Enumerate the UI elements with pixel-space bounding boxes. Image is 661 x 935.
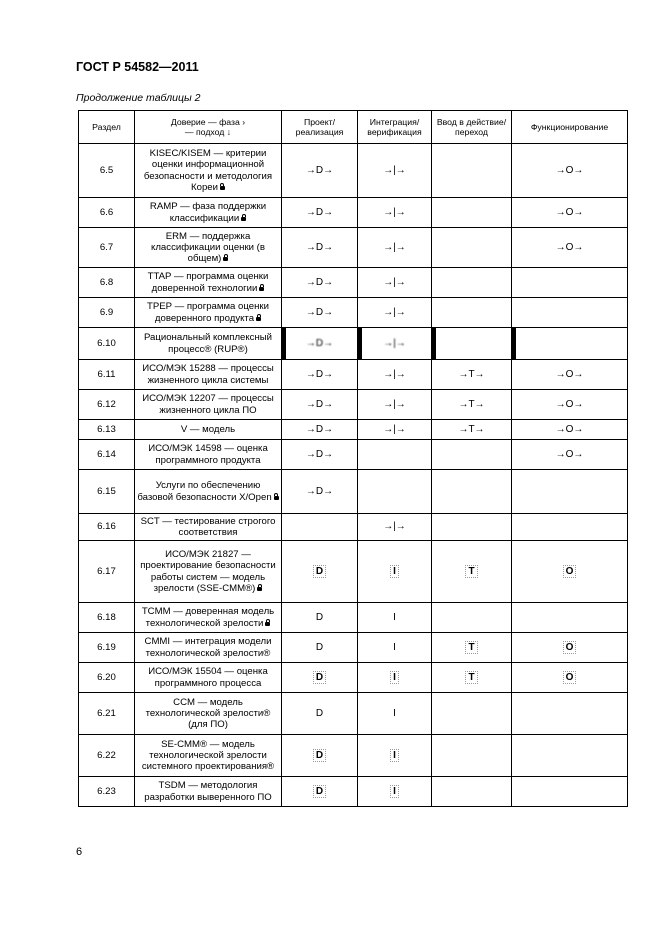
phase-cell-c4 bbox=[512, 144, 628, 198]
row-section-number: 6.12 bbox=[79, 390, 135, 420]
phase-symbol: →D→ bbox=[305, 485, 334, 497]
row-section-number: 6.10 bbox=[79, 328, 135, 360]
phase-symbol: →O→ bbox=[555, 448, 584, 460]
row-approach-name bbox=[135, 777, 282, 807]
phase-cell-c4 bbox=[512, 420, 628, 440]
phase-symbol: →|→ bbox=[383, 241, 406, 253]
phase-symbol: →|→ bbox=[383, 164, 406, 176]
phase-cell-c3 bbox=[432, 470, 512, 514]
phase-cell-c3 bbox=[432, 663, 512, 693]
lock-icon bbox=[257, 587, 262, 591]
phase-cell-c4 bbox=[512, 541, 628, 603]
phase-cell-c2 bbox=[358, 268, 432, 298]
phase-cell-c3 bbox=[432, 390, 512, 420]
phase-symbol: →|→ bbox=[383, 368, 406, 380]
phase-cell-c2 bbox=[358, 144, 432, 198]
row-approach-name bbox=[135, 440, 282, 470]
phase-symbol: →D→ bbox=[305, 337, 334, 349]
phase-cell-c4 bbox=[512, 735, 628, 777]
phase-cell-c4 bbox=[512, 633, 628, 663]
phase-cell-c4 bbox=[512, 603, 628, 633]
phase-cell-c3 bbox=[432, 198, 512, 228]
phase-cell-c3 bbox=[432, 514, 512, 541]
table-row bbox=[79, 603, 628, 633]
phase-symbol: I bbox=[393, 671, 396, 683]
approach-name-text: ИСО/МЭК 15288 — процессы жизненного цикла системы bbox=[142, 363, 274, 386]
phase-cell-c1 bbox=[282, 470, 358, 514]
phase-symbol: →T→ bbox=[458, 368, 485, 380]
phase-cell-c1 bbox=[282, 298, 358, 328]
phase-cell-c1 bbox=[282, 603, 358, 633]
lock-icon bbox=[265, 622, 270, 626]
lock-icon bbox=[274, 496, 279, 500]
table-row bbox=[79, 663, 628, 693]
phase-symbol: →D→ bbox=[305, 206, 334, 218]
table-row bbox=[79, 328, 628, 360]
phase-cell-c4 bbox=[512, 228, 628, 268]
phase-cell-c2 bbox=[358, 693, 432, 735]
phase-cell-c4 bbox=[512, 693, 628, 735]
row-approach-name bbox=[135, 228, 282, 268]
col-header-transition: Ввод в действие/ переход bbox=[432, 111, 512, 144]
approach-name-text: ИСО/МЭК 15504 — оценка программного процесса bbox=[148, 666, 268, 689]
phase-symbol: I bbox=[393, 565, 396, 577]
row-section-number: 6.23 bbox=[79, 777, 135, 807]
approach-name-text: RAMP — фаза поддержки классификации bbox=[149, 201, 267, 224]
phase-cell-c1 bbox=[282, 360, 358, 390]
phase-symbol: →O→ bbox=[555, 423, 584, 435]
phase-cell-c4 bbox=[512, 663, 628, 693]
row-section-number: 6.19 bbox=[79, 633, 135, 663]
phase-cell-c2 bbox=[358, 777, 432, 807]
row-section-number: 6.8 bbox=[79, 268, 135, 298]
phase-cell-c4 bbox=[512, 328, 628, 360]
approach-name-text: SCT — тестирование строгого соответствия bbox=[140, 515, 276, 538]
phase-cell-c2 bbox=[358, 663, 432, 693]
phase-symbol: →O→ bbox=[555, 368, 584, 380]
phase-cell-c1 bbox=[282, 735, 358, 777]
phase-cell-c3 bbox=[432, 420, 512, 440]
phase-cell-c1 bbox=[282, 420, 358, 440]
row-section-number: 6.20 bbox=[79, 663, 135, 693]
table-row bbox=[79, 541, 628, 603]
phase-symbol: T bbox=[468, 565, 475, 577]
lock-icon bbox=[220, 186, 225, 190]
table-row bbox=[79, 298, 628, 328]
approach-name-text: ИСО/МЭК 12207 — процессы жизненного цикла ПО bbox=[142, 393, 274, 416]
lock-icon bbox=[259, 287, 264, 291]
row-section-number: 6.11 bbox=[79, 360, 135, 390]
approach-name-text: ИСО/МЭК 14598 — оценка программного продукта bbox=[148, 443, 268, 466]
table-row bbox=[79, 514, 628, 541]
phase-cell-c3 bbox=[432, 298, 512, 328]
phase-cell-c4 bbox=[512, 268, 628, 298]
table-row bbox=[79, 144, 628, 198]
phase-symbol: D bbox=[315, 641, 324, 653]
approach-name-text: TSDM — методология разработки выверенного ПО bbox=[144, 780, 272, 803]
phase-cell-c4 bbox=[512, 360, 628, 390]
row-section-number: 6.14 bbox=[79, 440, 135, 470]
col-header-approach: Доверие — фаза › — подход ↓ bbox=[135, 111, 282, 144]
row-section-number: 6.22 bbox=[79, 735, 135, 777]
phase-cell-c2 bbox=[358, 228, 432, 268]
phase-cell-c2 bbox=[358, 603, 432, 633]
table-header-row bbox=[79, 111, 628, 144]
phase-symbol: →O→ bbox=[555, 206, 584, 218]
phase-cell-c4 bbox=[512, 470, 628, 514]
row-section-number: 6.13 bbox=[79, 420, 135, 440]
table-row bbox=[79, 420, 628, 440]
phase-cell-c1 bbox=[282, 144, 358, 198]
phase-cell-c2 bbox=[358, 328, 432, 360]
phase-symbol: I bbox=[393, 785, 396, 797]
phase-cell-c2 bbox=[358, 470, 432, 514]
phase-symbol: T bbox=[468, 641, 475, 653]
approach-name-text: SE-CMM® — модель технологической зрелости системного проектирования® bbox=[141, 738, 275, 773]
phase-cell-c1 bbox=[282, 777, 358, 807]
approach-name-text: V — модель bbox=[180, 423, 236, 435]
phase-cell-c1 bbox=[282, 663, 358, 693]
phase-symbol: →|→ bbox=[383, 306, 406, 318]
lock-icon bbox=[241, 217, 246, 221]
phase-cell-c3 bbox=[432, 268, 512, 298]
table-row bbox=[79, 198, 628, 228]
approach-name-text: ERM — поддержка классификации оценки (в общем) bbox=[151, 230, 265, 265]
row-approach-name bbox=[135, 360, 282, 390]
col-header-section: Раздел bbox=[79, 111, 135, 144]
phase-symbol: O bbox=[565, 565, 574, 577]
row-approach-name bbox=[135, 663, 282, 693]
assurance-table bbox=[78, 110, 628, 807]
phase-symbol: →O→ bbox=[555, 398, 584, 410]
approach-name-text: CMMI — интеграция модели технологической зрелости® bbox=[144, 636, 272, 659]
phase-symbol: →O→ bbox=[555, 164, 584, 176]
phase-symbol: →O→ bbox=[555, 241, 584, 253]
approach-name-text: ИСО/МЭК 21827 — проектирование безопасности работы систем — модель зрелости (SSE-CMM®) bbox=[140, 548, 276, 594]
phase-cell-c1 bbox=[282, 514, 358, 541]
row-approach-name bbox=[135, 390, 282, 420]
phase-symbol: →D→ bbox=[305, 398, 334, 410]
phase-cell-c4 bbox=[512, 198, 628, 228]
phase-symbol: →|→ bbox=[383, 276, 406, 288]
table-row bbox=[79, 470, 628, 514]
phase-symbol: →|→ bbox=[383, 423, 406, 435]
table-row bbox=[79, 693, 628, 735]
document-title: ГОСТ Р 54582—2011 bbox=[76, 60, 199, 74]
phase-cell-c4 bbox=[512, 298, 628, 328]
lock-icon bbox=[256, 317, 261, 321]
phase-cell-c1 bbox=[282, 693, 358, 735]
phase-cell-c3 bbox=[432, 360, 512, 390]
phase-cell-c3 bbox=[432, 603, 512, 633]
approach-name-text: TCMM — доверенная модель технологической зрелости bbox=[141, 606, 275, 629]
row-section-number: 6.17 bbox=[79, 541, 135, 603]
row-section-number: 6.15 bbox=[79, 470, 135, 514]
phase-symbol: →|→ bbox=[383, 337, 406, 349]
phase-cell-c4 bbox=[512, 390, 628, 420]
phase-cell-c2 bbox=[358, 298, 432, 328]
phase-symbol: →|→ bbox=[383, 521, 406, 533]
phase-cell-c1 bbox=[282, 228, 358, 268]
phase-cell-c4 bbox=[512, 777, 628, 807]
phase-cell-c3 bbox=[432, 440, 512, 470]
phase-cell-c3 bbox=[432, 541, 512, 603]
phase-cell-c3 bbox=[432, 228, 512, 268]
table-row bbox=[79, 633, 628, 663]
phase-symbol: D bbox=[315, 749, 324, 761]
table-row bbox=[79, 777, 628, 807]
row-section-number: 6.5 bbox=[79, 144, 135, 198]
phase-symbol: →T→ bbox=[458, 423, 485, 435]
table-row bbox=[79, 735, 628, 777]
phase-symbol: D bbox=[315, 785, 324, 797]
phase-cell-c3 bbox=[432, 633, 512, 663]
row-section-number: 6.9 bbox=[79, 298, 135, 328]
phase-cell-c3 bbox=[432, 693, 512, 735]
phase-symbol: D bbox=[315, 611, 324, 623]
phase-cell-c2 bbox=[358, 420, 432, 440]
phase-symbol: →D→ bbox=[305, 423, 334, 435]
table-row bbox=[79, 390, 628, 420]
phase-symbol: O bbox=[565, 671, 574, 683]
row-approach-name bbox=[135, 198, 282, 228]
phase-symbol: D bbox=[315, 565, 324, 577]
phase-cell-c1 bbox=[282, 541, 358, 603]
phase-cell-c2 bbox=[358, 390, 432, 420]
phase-symbol: →T→ bbox=[458, 398, 485, 410]
row-approach-name bbox=[135, 541, 282, 603]
phase-cell-c2 bbox=[358, 360, 432, 390]
phase-symbol: →D→ bbox=[305, 276, 334, 288]
row-approach-name bbox=[135, 328, 282, 360]
phase-symbol: I bbox=[393, 749, 396, 761]
row-section-number: 6.6 bbox=[79, 198, 135, 228]
approach-name-text: KISEC/KISEM — критерии оценки информационной безопасности и методология Кореи bbox=[143, 147, 273, 193]
phase-cell-c3 bbox=[432, 328, 512, 360]
phase-symbol: →D→ bbox=[305, 306, 334, 318]
row-approach-name bbox=[135, 298, 282, 328]
row-approach-name bbox=[135, 633, 282, 663]
phase-cell-c1 bbox=[282, 328, 358, 360]
row-approach-name bbox=[135, 268, 282, 298]
phase-cell-c2 bbox=[358, 198, 432, 228]
approach-name-text: Услуги по обеспечению базовой безопасности X/Open bbox=[137, 480, 272, 503]
table-row bbox=[79, 268, 628, 298]
row-approach-name bbox=[135, 144, 282, 198]
table-row bbox=[79, 440, 628, 470]
phase-cell-c1 bbox=[282, 198, 358, 228]
phase-symbol: I bbox=[393, 611, 396, 623]
phase-cell-c2 bbox=[358, 514, 432, 541]
page-number: 6 bbox=[76, 846, 83, 858]
row-approach-name bbox=[135, 420, 282, 440]
phase-cell-c2 bbox=[358, 440, 432, 470]
phase-symbol: D bbox=[315, 707, 324, 719]
phase-symbol: →D→ bbox=[305, 241, 334, 253]
row-approach-name bbox=[135, 693, 282, 735]
row-section-number: 6.7 bbox=[79, 228, 135, 268]
phase-symbol: →D→ bbox=[305, 448, 334, 460]
phase-symbol: D bbox=[315, 671, 324, 683]
row-approach-name bbox=[135, 603, 282, 633]
row-section-number: 6.18 bbox=[79, 603, 135, 633]
phase-cell-c3 bbox=[432, 777, 512, 807]
row-section-number: 6.16 bbox=[79, 514, 135, 541]
col-header-integration: Интеграция/ верификация bbox=[358, 111, 432, 144]
phase-symbol: →D→ bbox=[305, 368, 334, 380]
phase-cell-c1 bbox=[282, 268, 358, 298]
phase-cell-c3 bbox=[432, 735, 512, 777]
phase-cell-c1 bbox=[282, 440, 358, 470]
phase-cell-c2 bbox=[358, 735, 432, 777]
row-section-number: 6.21 bbox=[79, 693, 135, 735]
col-header-design: Проект/ реализация bbox=[282, 111, 358, 144]
row-approach-name bbox=[135, 470, 282, 514]
table-row bbox=[79, 360, 628, 390]
table-caption: Продолжение таблицы 2 bbox=[76, 92, 201, 104]
table-row bbox=[79, 228, 628, 268]
approach-name-text: TTAP — программа оценки доверенной технологии bbox=[147, 271, 269, 294]
phase-cell-c3 bbox=[432, 144, 512, 198]
phase-symbol: →|→ bbox=[383, 206, 406, 218]
phase-symbol: I bbox=[393, 641, 396, 653]
phase-cell-c4 bbox=[512, 514, 628, 541]
phase-symbol: T bbox=[468, 671, 475, 683]
lock-icon bbox=[223, 257, 228, 261]
phase-cell-c2 bbox=[358, 541, 432, 603]
phase-cell-c2 bbox=[358, 633, 432, 663]
phase-symbol: →D→ bbox=[305, 164, 334, 176]
phase-cell-c1 bbox=[282, 633, 358, 663]
row-approach-name bbox=[135, 735, 282, 777]
row-approach-name bbox=[135, 514, 282, 541]
phase-symbol: O bbox=[565, 641, 574, 653]
phase-symbol: I bbox=[393, 707, 396, 719]
approach-name-text: CCM — модель технологической зрелости® (для ПО) bbox=[145, 696, 271, 731]
phase-cell-c1 bbox=[282, 390, 358, 420]
col-header-operation: Функционирование bbox=[512, 111, 628, 144]
phase-cell-c4 bbox=[512, 440, 628, 470]
phase-symbol: →|→ bbox=[383, 398, 406, 410]
approach-name-text: Рациональный комплексный процесс® (RUP®) bbox=[143, 332, 273, 355]
approach-name-text: TPEP — программа оценки доверенного продукта bbox=[147, 301, 269, 324]
